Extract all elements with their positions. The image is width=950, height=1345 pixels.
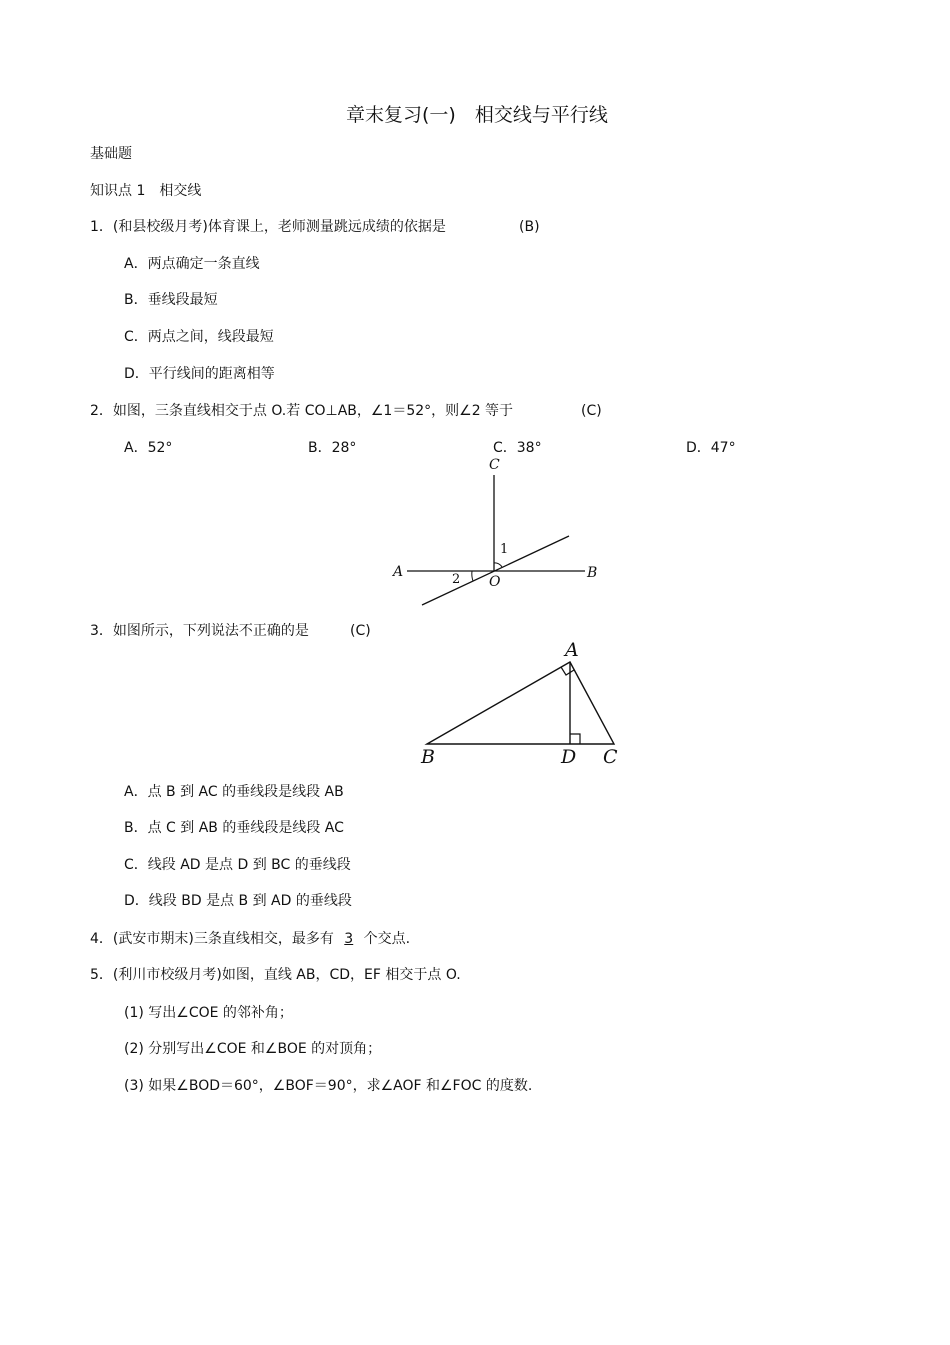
- label-c: C: [489, 457, 500, 473]
- label-d: D: [561, 746, 577, 768]
- label-a: A: [393, 564, 404, 580]
- q2-figure: [385, 455, 605, 615]
- q3-answer: (C): [350, 623, 371, 639]
- q1-option-b: B．垂线段最短: [124, 292, 218, 308]
- q3-option-c: C．线段 AD 是点 D 到 BC 的垂线段: [124, 857, 351, 873]
- q5-part-1: (1) 写出∠COE 的邻补角；: [124, 1005, 293, 1021]
- label-c: C: [603, 746, 618, 768]
- q4-blank-answer: 3: [344, 931, 354, 947]
- q3-option-d: D．线段 BD 是点 B 到 AD 的垂线段: [124, 893, 352, 909]
- q4-stem-after: 个交点.: [363, 931, 411, 947]
- q2-option-d: D．47°: [686, 440, 736, 456]
- q1-answer: (B): [519, 219, 540, 235]
- q3-figure: [410, 638, 630, 770]
- label-b: B: [421, 746, 435, 768]
- q1-option-a: A．两点确定一条直线: [124, 256, 260, 272]
- q2-option-c: C．38°: [493, 440, 542, 456]
- page-title: 章末复习(一) 相交线与平行线: [346, 104, 608, 126]
- label-a: A: [565, 639, 579, 661]
- knowledge-point-heading: 知识点 1 相交线: [90, 183, 202, 199]
- label-o: O: [489, 574, 501, 590]
- angle-2-arc: [472, 571, 473, 581]
- angle-1-arc: [494, 563, 502, 567]
- q2-answer: (C): [581, 403, 602, 419]
- q2-option-a: A．52°: [124, 440, 173, 456]
- q4-line: [90, 929, 410, 949]
- q5-part-3: (3) 如果∠BOD＝60°，∠BOF＝90°，求∠AOF 和∠FOC 的度数.: [124, 1078, 533, 1094]
- q3-option-a: A．点 B 到 AC 的垂线段是线段 AB: [124, 784, 344, 800]
- label-b: B: [587, 565, 598, 581]
- q3-option-b: B．点 C 到 AB 的垂线段是线段 AC: [124, 820, 344, 836]
- right-angle-d: [570, 734, 580, 744]
- right-angle-a: [561, 667, 574, 675]
- q5-stem: 5．(利川市校级月考)如图，直线 AB，CD，EF 相交于点 O.: [90, 967, 461, 983]
- label-angle-2: 2: [452, 572, 461, 587]
- q1-stem: 1．(和县校级月考)体育课上，老师测量跳远成绩的依据是: [90, 219, 446, 235]
- triangle-abc: [427, 662, 614, 744]
- label-angle-1: 1: [500, 542, 509, 557]
- q4-stem-before: 4．(武安市期末)三条直线相交，最多有: [90, 931, 334, 947]
- section-heading: 基础题: [90, 146, 132, 162]
- q2-option-b: B．28°: [308, 440, 357, 456]
- q2-stem: 2．如图，三条直线相交于点 O.若 CO⊥AB，∠1＝52°，则∠2 等于: [90, 403, 514, 419]
- q5-part-2: (2) 分别写出∠COE 和∠BOE 的对顶角；: [124, 1041, 382, 1057]
- q1-option-d: D．平行线间的距离相等: [124, 366, 275, 382]
- q1-option-c: C．两点之间，线段最短: [124, 329, 274, 345]
- q3-stem: 3．如图所示，下列说法不正确的是: [90, 623, 309, 639]
